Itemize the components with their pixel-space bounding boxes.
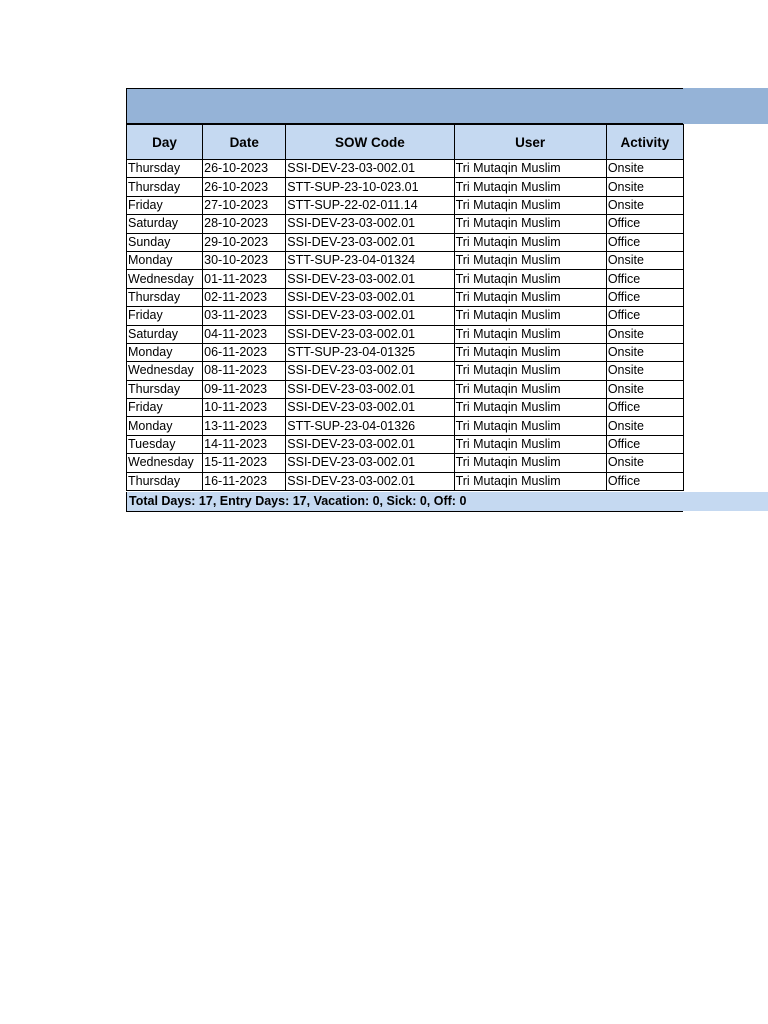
table-row (127, 472, 684, 490)
table-row (127, 160, 684, 178)
cell-sow-code: SSI-DEV-23-03-002.01 (286, 307, 454, 325)
cell-date: 26-10-2023 (203, 160, 286, 178)
cell-activity: Office (606, 307, 683, 325)
cell-user: Tri Mutaqin Muslim (454, 454, 606, 472)
cell-day: Thursday (127, 380, 203, 398)
column-header-date: Date (203, 125, 286, 160)
cell-user: Tri Mutaqin Muslim (454, 270, 606, 288)
column-header-sow-code: SOW Code (286, 125, 454, 160)
table-row (127, 270, 684, 288)
cell-user: Tri Mutaqin Muslim (454, 178, 606, 196)
cell-activity: Onsite (606, 417, 683, 435)
cell-day: Thursday (127, 472, 203, 490)
cell-activity: Onsite (606, 380, 683, 398)
cell-day: Wednesday (127, 270, 203, 288)
table-row (127, 178, 684, 196)
cell-activity: Onsite (606, 196, 683, 214)
cell-day: Friday (127, 399, 203, 417)
cell-user: Tri Mutaqin Muslim (454, 472, 606, 490)
table-row (127, 454, 684, 472)
cell-date: 02-11-2023 (203, 288, 286, 306)
cell-user: Tri Mutaqin Muslim (454, 215, 606, 233)
cell-sow-code: SSI-DEV-23-03-002.01 (286, 215, 454, 233)
cell-sow-code: SSI-DEV-23-03-002.01 (286, 270, 454, 288)
column-header-user: User (454, 125, 606, 160)
table-row (127, 288, 684, 306)
cell-day: Thursday (127, 160, 203, 178)
cell-activity: Onsite (606, 325, 683, 343)
cell-sow-code: SSI-DEV-23-03-002.01 (286, 325, 454, 343)
cell-user: Tri Mutaqin Muslim (454, 196, 606, 214)
cell-date: 16-11-2023 (203, 472, 286, 490)
cell-day: Monday (127, 251, 203, 269)
cell-user: Tri Mutaqin Muslim (454, 399, 606, 417)
timesheet-table (126, 124, 684, 491)
title-band (126, 88, 683, 124)
cell-user: Tri Mutaqin Muslim (454, 325, 606, 343)
cell-date: 15-11-2023 (203, 454, 286, 472)
cell-activity: Office (606, 472, 683, 490)
cell-date: 03-11-2023 (203, 307, 286, 325)
cell-activity: Onsite (606, 362, 683, 380)
cell-activity: Onsite (606, 178, 683, 196)
cell-day: Wednesday (127, 362, 203, 380)
title-band-extension (683, 88, 768, 124)
cell-day: Friday (127, 307, 203, 325)
cell-day: Wednesday (127, 454, 203, 472)
cell-user: Tri Mutaqin Muslim (454, 417, 606, 435)
cell-sow-code: SSI-DEV-23-03-002.01 (286, 362, 454, 380)
cell-sow-code: STT-SUP-22-02-011.14 (286, 196, 454, 214)
cell-day: Monday (127, 343, 203, 361)
cell-activity: Office (606, 435, 683, 453)
cell-user: Tri Mutaqin Muslim (454, 435, 606, 453)
cell-day: Thursday (127, 178, 203, 196)
cell-day: Saturday (127, 215, 203, 233)
summary-row: Total Days: 17, Entry Days: 17, Vacation: 0, Sick: 0, Off: 0 (126, 492, 683, 512)
cell-day: Thursday (127, 288, 203, 306)
cell-activity: Office (606, 215, 683, 233)
table-row (127, 251, 684, 269)
cell-user: Tri Mutaqin Muslim (454, 380, 606, 398)
table-row (127, 233, 684, 251)
cell-date: 06-11-2023 (203, 343, 286, 361)
cell-date: 04-11-2023 (203, 325, 286, 343)
cell-sow-code: SSI-DEV-23-03-002.01 (286, 435, 454, 453)
cell-activity: Office (606, 288, 683, 306)
cell-user: Tri Mutaqin Muslim (454, 288, 606, 306)
cell-date: 27-10-2023 (203, 196, 286, 214)
cell-sow-code: SSI-DEV-23-03-002.01 (286, 399, 454, 417)
cell-sow-code: STT-SUP-23-10-023.01 (286, 178, 454, 196)
table-row (127, 380, 684, 398)
cell-date: 08-11-2023 (203, 362, 286, 380)
cell-activity: Office (606, 399, 683, 417)
cell-user: Tri Mutaqin Muslim (454, 307, 606, 325)
cell-date: 26-10-2023 (203, 178, 286, 196)
table-row (127, 325, 684, 343)
cell-sow-code: STT-SUP-23-04-01326 (286, 417, 454, 435)
table-row (127, 196, 684, 214)
cell-user: Tri Mutaqin Muslim (454, 343, 606, 361)
cell-sow-code: SSI-DEV-23-03-002.01 (286, 233, 454, 251)
table-row (127, 215, 684, 233)
table-row (127, 435, 684, 453)
table-row (127, 362, 684, 380)
table-row (127, 307, 684, 325)
cell-date: 09-11-2023 (203, 380, 286, 398)
column-header-activity: Activity (606, 125, 683, 160)
summary-band-extension (683, 492, 768, 511)
cell-sow-code: STT-SUP-23-04-01325 (286, 343, 454, 361)
column-header-day: Day (127, 125, 203, 160)
cell-date: 30-10-2023 (203, 251, 286, 269)
table-header-row (127, 125, 684, 160)
cell-user: Tri Mutaqin Muslim (454, 251, 606, 269)
cell-activity: Onsite (606, 251, 683, 269)
cell-user: Tri Mutaqin Muslim (454, 362, 606, 380)
cell-sow-code: SSI-DEV-23-03-002.01 (286, 160, 454, 178)
cell-activity: Onsite (606, 454, 683, 472)
cell-user: Tri Mutaqin Muslim (454, 160, 606, 178)
cell-date: 01-11-2023 (203, 270, 286, 288)
cell-date: 28-10-2023 (203, 215, 286, 233)
cell-user: Tri Mutaqin Muslim (454, 233, 606, 251)
cell-date: 14-11-2023 (203, 435, 286, 453)
cell-sow-code: SSI-DEV-23-03-002.01 (286, 454, 454, 472)
table-body (127, 160, 684, 491)
cell-day: Sunday (127, 233, 203, 251)
cell-day: Friday (127, 196, 203, 214)
table-row (127, 399, 684, 417)
cell-activity: Onsite (606, 160, 683, 178)
table-row (127, 343, 684, 361)
cell-sow-code: SSI-DEV-23-03-002.01 (286, 472, 454, 490)
cell-sow-code: SSI-DEV-23-03-002.01 (286, 288, 454, 306)
cell-activity: Office (606, 233, 683, 251)
cell-activity: Onsite (606, 343, 683, 361)
cell-sow-code: STT-SUP-23-04-01324 (286, 251, 454, 269)
cell-date: 29-10-2023 (203, 233, 286, 251)
cell-day: Monday (127, 417, 203, 435)
cell-date: 10-11-2023 (203, 399, 286, 417)
cell-sow-code: SSI-DEV-23-03-002.01 (286, 380, 454, 398)
cell-activity: Office (606, 270, 683, 288)
cell-day: Saturday (127, 325, 203, 343)
table-row (127, 417, 684, 435)
cell-date: 13-11-2023 (203, 417, 286, 435)
cell-day: Tuesday (127, 435, 203, 453)
